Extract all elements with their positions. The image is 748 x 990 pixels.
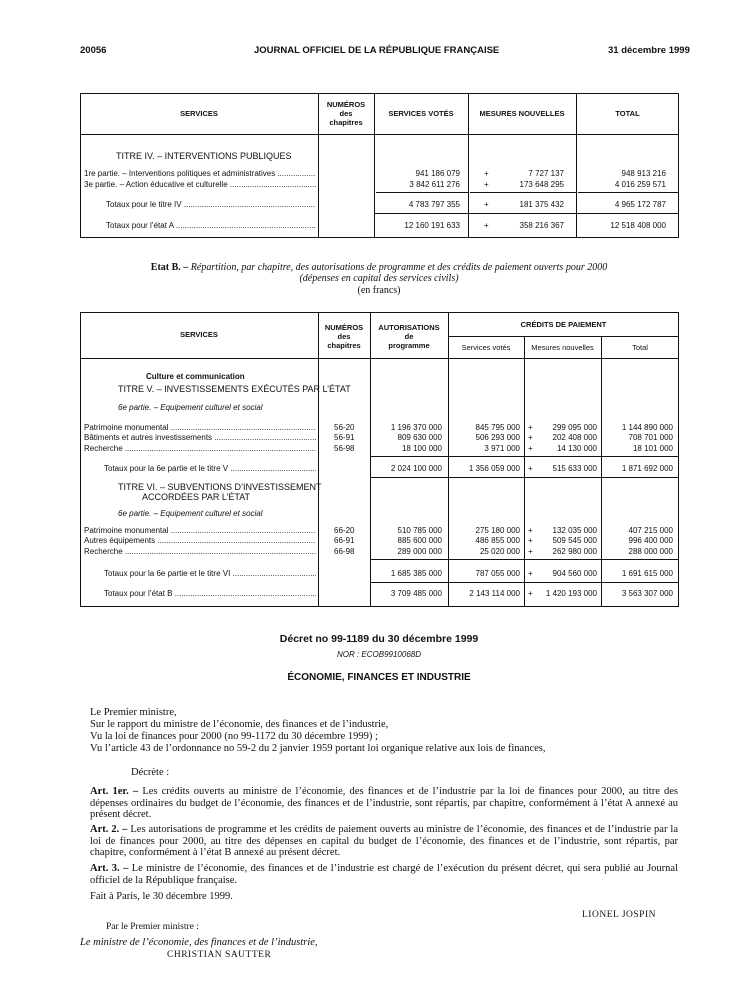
table-cell-total: 12 518 408 000 [610,221,666,230]
section-title: TITRE V. – INVESTISSEMENTS EXÉCUTÉS PAR L’ÉTAT [118,384,351,394]
table-row-label: Recherche ..... [84,444,316,454]
table-cell-total: 4 016 259 571 [614,180,666,189]
table-cell-autorisations: 1 685 385 000 [390,569,442,578]
plus-sign: + [528,569,533,578]
article-label: Art. 3. – [90,863,129,874]
table-cell-mesures: 173 648 295 [519,180,564,189]
article-1 [90,786,678,821]
minister-title: Le ministre de l’économie, des finances et de l’industrie, [80,937,318,948]
table-cell-votes: 941 186 079 [415,169,460,178]
section-title-cont: ACCORDÉES PAR L’ÉTAT [142,492,251,502]
table-cell-votes: 486 855 000 [475,536,520,545]
table-cell-votes: 25 020 000 [479,547,520,556]
table-cell-total: 948 913 216 [621,169,666,178]
table-row-label: Patrimoine monumental ..... [84,526,316,536]
table-cell-autorisations: 885 600 000 [397,536,442,545]
table-cell-votes: 787 055 000 [475,569,520,578]
plus-sign: + [528,464,533,473]
plus-sign: + [528,433,533,442]
table-cell-votes: 4 783 797 355 [408,200,460,209]
intro-line: Le Premier ministre, [90,707,177,718]
article-label: Art. 1er. – [90,786,139,797]
table-cell-autorisations: 3 709 485 000 [390,589,442,598]
table-cell-autorisations: 1 196 370 000 [390,423,442,432]
column-header-services: SERVICES [180,330,218,339]
plus-sign: + [484,180,489,189]
table-cell-total: 18 101 000 [632,444,673,453]
table-cell-mesures: 262 980 000 [552,547,597,556]
table-row-label: Totaux pour l’état B ..... [104,589,316,599]
table-row-label: Recherche ..... [84,547,316,557]
article-3 [90,863,678,886]
table-cell-votes: 3 842 611 276 [409,180,460,189]
table-cell-total: 3 563 307 000 [621,589,673,598]
minister-name: CHRISTIAN SAUTTER [167,950,272,960]
decree-title: Décret no 99-1189 du 30 décembre 1999 [279,633,479,645]
intro-line: Vu la loi de finances pour 2000 (no 99-1172 du 30 décembre 1999) ; [90,731,378,742]
etat-b-label: Etat B. – [150,262,189,273]
table-cell-autorisations: 510 785 000 [397,526,442,535]
etat-b-subcaption: (dépenses en capital des services civils) [299,273,459,284]
plus-sign: + [528,526,533,535]
column-header-total: Total [632,343,648,352]
table-cell-chapitre: 66-98 [334,547,355,556]
column-header-total: TOTAL [615,109,640,118]
table-cell-total: 288 000 000 [628,547,673,556]
column-header-mesures-nouvelles: MESURES NOUVELLES [479,109,565,118]
table-cell-chapitre: 66-91 [334,536,355,545]
table-row-label: Patrimoine monumental ..... [84,423,316,433]
table-cell-mesures: 904 560 000 [552,569,597,578]
table-row-label: 3e partie. – Action éducative et culturelle ..... [84,180,316,190]
table-cell-total: 996 400 000 [628,536,673,545]
partie-label: 6e partie. – Equipement culturel et social [118,403,263,412]
page-number: 20056 [80,45,107,56]
plus-sign: + [484,221,489,230]
table-cell-chapitre: 56-20 [334,423,355,432]
section-title: TITRE IV. – INTERVENTIONS PUBLIQUES [116,151,292,161]
journal-title: JOURNAL OFFICIEL DE LA RÉPUBLIQUE FRANÇAISE [254,45,500,56]
table-cell-total: 4 965 172 787 [614,200,666,209]
plus-sign: + [528,444,533,453]
etat-b-unit: (en francs) [357,285,401,296]
decrete-label: Décrète : [131,767,170,778]
table-cell-votes: 12 160 191 633 [404,221,460,230]
column-header-chapitres: NUMÉROS des chapitres [324,323,364,350]
column-header-votes: Services votés [461,343,511,352]
plus-sign: + [528,547,533,556]
table-cell-total: 1 871 692 000 [621,464,673,473]
table-cell-votes: 1 356 059 000 [468,464,520,473]
decree-nor: NOR : ECOB9910068D [336,650,422,659]
plus-sign: + [484,200,489,209]
table-cell-votes: 275 180 000 [475,526,520,535]
table-cell-mesures: 7 727 137 [528,169,564,178]
column-header-chapitres: NUMÉROS des chapitres [326,100,366,127]
article-label: Art. 2. – [90,824,128,835]
signature-premier-ministre: LIONEL JOSPIN [582,910,656,920]
column-header-autorisations: AUTORISATIONS de programme [378,323,440,350]
etat-b-caption-text: Répartition, par chapitre, des autorisations de programme et des crédits de paiement ouverts pour 2000 [190,262,608,273]
table-cell-mesures: 1 420 193 000 [545,589,597,598]
article-text: Le ministre de l’économie, des finances et de l’industrie est chargé de l’exécution du présent décret, qui sera publié au Journal officiel de la République française. [90,863,678,886]
table-cell-mesures: 181 375 432 [519,200,564,209]
table-cell-votes: 845 795 000 [475,423,520,432]
table-cell-autorisations: 2 024 100 000 [390,464,442,473]
table-cell-mesures: 132 035 000 [552,526,597,535]
table-cell-mesures: 509 545 000 [552,536,597,545]
decree-ministry: ÉCONOMIE, FINANCES ET INDUSTRIE [287,672,471,683]
table-row-label: Bâtiments et autres investissements ..... [84,433,316,443]
table-row-label: Autres équipements ..... [84,536,316,546]
column-header-credits: CRÉDITS DE PAIEMENT [520,320,607,329]
table-cell-total: 708 701 000 [628,433,673,442]
table-cell-mesures: 202 408 000 [552,433,597,442]
table-row-label: Totaux pour le titre IV ..... [106,200,316,210]
plus-sign: + [484,169,489,178]
table-row-label: 1re partie. – Interventions politiques et administratives ..... [84,169,316,179]
table-cell-total: 1 691 615 000 [621,569,673,578]
table-cell-autorisations: 809 630 000 [397,433,442,442]
table-cell-chapitre: 56-91 [334,433,355,442]
table-cell-mesures: 358 216 367 [519,221,564,230]
intro-line: Vu l’article 43 de l’ordonnance no 59-2 du 2 janvier 1959 portant loi organique relative aux lois de finances, [90,743,546,754]
partie-label: 6e partie. – Equipement culturel et social [118,509,263,518]
article-2 [90,824,678,859]
table-cell-total: 1 144 890 000 [621,423,673,432]
table-row-label: Totaux pour la 6e partie et le titre VI ..... [104,569,316,579]
article-text: Les crédits ouverts au ministre de l’économie, des finances et de l’industrie par la loi de finances pour 2000, au titre des dépenses ordinaires du budget de l’économie, des finances et de l’industrie, sont répartis, par chapitre, conformément à l’état A annexé au présent décret. [90,786,679,820]
header-date: 31 décembre 1999 [608,45,690,56]
section-title: TITRE VI. – SUBVENTIONS D’INVESTISSEMENT [118,482,322,492]
table-cell-mesures: 299 095 000 [552,423,597,432]
table-cell-votes: 3 971 000 [484,444,520,453]
column-header-services-votes: SERVICES VOTÉS [388,109,454,118]
table-cell-chapitre: 56-98 [334,444,355,453]
column-header-mesures: Mesures nouvelles [531,343,594,352]
table-cell-votes: 506 293 000 [475,433,520,442]
table-cell-autorisations: 18 100 000 [401,444,442,453]
plus-sign: + [528,423,533,432]
table-cell-mesures: 14 130 000 [556,444,597,453]
plus-sign: + [528,589,533,598]
table-cell-total: 407 215 000 [628,526,673,535]
table-row-label: Totaux pour l’état A ..... [106,221,316,231]
table-cell-chapitre: 66-20 [334,526,355,535]
par-premier-ministre: Par le Premier ministre : [106,922,199,932]
plus-sign: + [528,536,533,545]
ministry-label: Culture et communication [146,372,245,381]
table-cell-autorisations: 289 000 000 [397,547,442,556]
table-cell-votes: 2 143 114 000 [469,589,520,598]
table-row-label: Totaux pour la 6e partie et le titre V ..... [104,464,316,474]
table-cell-mesures: 515 633 000 [552,464,597,473]
fait-a-paris: Fait à Paris, le 30 décembre 1999. [90,891,233,902]
article-text: Les autorisations de programme et les crédits de paiement ouverts au ministre de l’économie, des finances et de l’industrie par la loi de finances pour 2000, au titre des dépenses en capital du budget de l’économie, des finances et de l’industrie, sont répartis, par chapitre, conformément à l’état B annexé au présent décret. [90,824,679,858]
intro-line: Sur le rapport du ministre de l’économie, des finances et de l’industrie, [90,719,389,730]
column-header-services: SERVICES [180,109,218,118]
